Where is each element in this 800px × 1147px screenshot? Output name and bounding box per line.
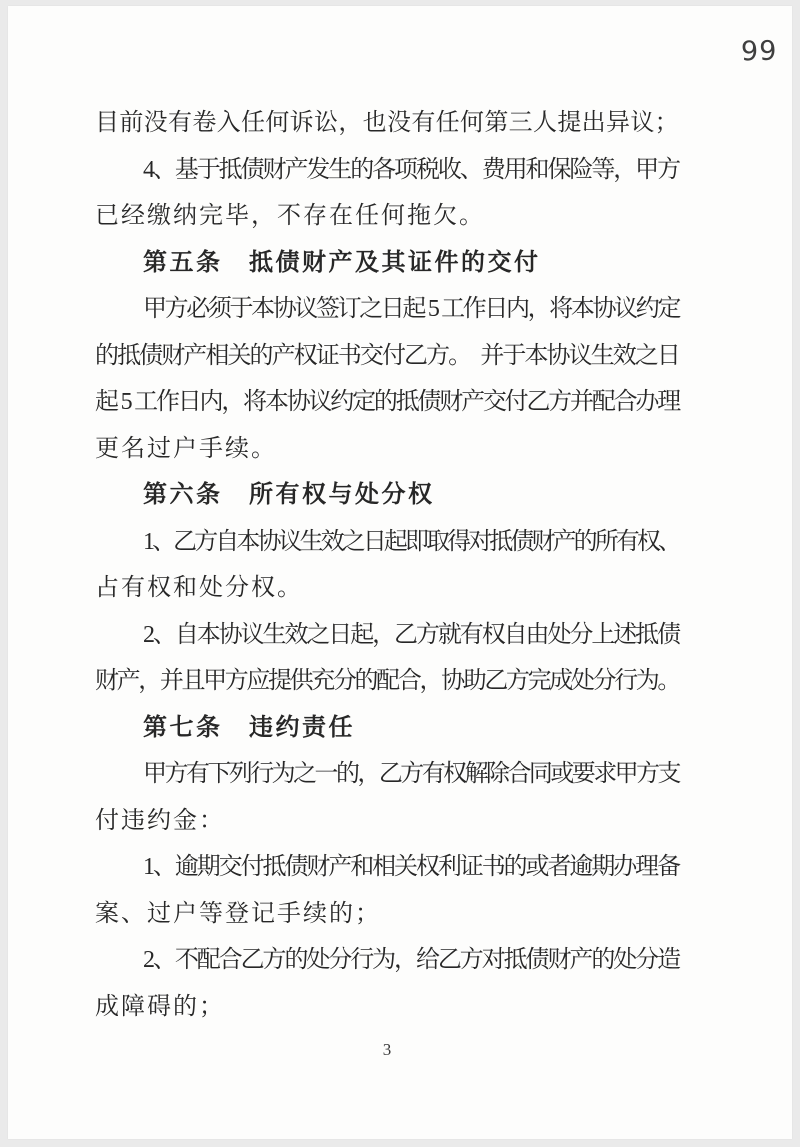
document-line bbox=[95, 565, 679, 612]
document-line bbox=[95, 333, 679, 380]
document-line bbox=[95, 844, 679, 891]
document-line-text: 占有权和处分权。 bbox=[95, 575, 303, 601]
document-line bbox=[95, 286, 679, 333]
document-line-text: 更名过户手续。 bbox=[95, 435, 277, 462]
document-line-text: 2、不配合乙方的处分行为，给乙方对抵债财产的处分造 bbox=[143, 947, 679, 973]
document-line-text: 1、乙方自本协议生效之日起即取得对抵债财产的所有权、 bbox=[143, 528, 679, 555]
document-page bbox=[8, 6, 792, 1139]
document-line-text: 目前没有卷入任何诉讼，也没有任何第三人提出异议； bbox=[95, 110, 679, 136]
document-line-text: 第七条 违约责任 bbox=[143, 714, 355, 741]
document-line bbox=[95, 240, 679, 287]
document-line bbox=[95, 426, 679, 473]
document-line bbox=[95, 798, 679, 845]
document-line bbox=[95, 100, 679, 147]
document-line bbox=[95, 147, 679, 194]
document-line bbox=[95, 193, 679, 240]
document-line-text: 甲方必须于本协议签订之日起 5 工作日内，将本协议约定 bbox=[143, 296, 679, 322]
document-line-text: 付违约金： bbox=[95, 807, 225, 834]
document-line bbox=[95, 984, 679, 1031]
document-line bbox=[95, 751, 679, 798]
contract-body bbox=[95, 100, 679, 1030]
document-line bbox=[95, 472, 679, 519]
document-line bbox=[95, 937, 679, 984]
page-number: 3 bbox=[382, 1040, 392, 1059]
document-line-text: 已经缴纳完毕，不存在任何拖欠。 bbox=[95, 203, 485, 229]
document-line bbox=[95, 658, 679, 705]
document-line-text: 1、逾期交付抵债财产和相关权利证书的或者逾期办理备 bbox=[143, 854, 679, 880]
document-line-text: 4、基于抵债财产发生的各项税收、费用和保险等，甲方 bbox=[143, 156, 679, 183]
document-line bbox=[95, 705, 679, 752]
document-line-text: 成障碍的； bbox=[95, 993, 225, 1020]
document-line-text: 第五条 抵债财产及其证件的交付 bbox=[143, 249, 541, 276]
document-line bbox=[95, 519, 679, 566]
document-line bbox=[95, 612, 679, 659]
document-line-text: 2、自本协议生效之日起，乙方就有权自由处分上述抵债 bbox=[143, 621, 679, 648]
document-line bbox=[95, 891, 679, 938]
document-line-text: 的抵债财产相关的产权证书交付乙方。 并于本协议生效之日 bbox=[95, 342, 679, 369]
document-line-text: 甲方有下列行为之一的，乙方有权解除合同或要求甲方支 bbox=[143, 761, 679, 787]
document-line-text: 财产，并且甲方应提供充分的配合，协助乙方完成处分行为。 bbox=[95, 668, 679, 694]
document-line-text: 起 5 工作日内，将本协议约定的抵债财产交付乙方并配合办理 bbox=[95, 389, 679, 415]
handwritten-folio-number: 99 bbox=[740, 35, 778, 68]
document-line-text: 第六条 所有权与处分权 bbox=[143, 482, 435, 508]
document-line-text: 案、过户等登记手续的； bbox=[95, 900, 381, 927]
document-line bbox=[95, 379, 679, 426]
